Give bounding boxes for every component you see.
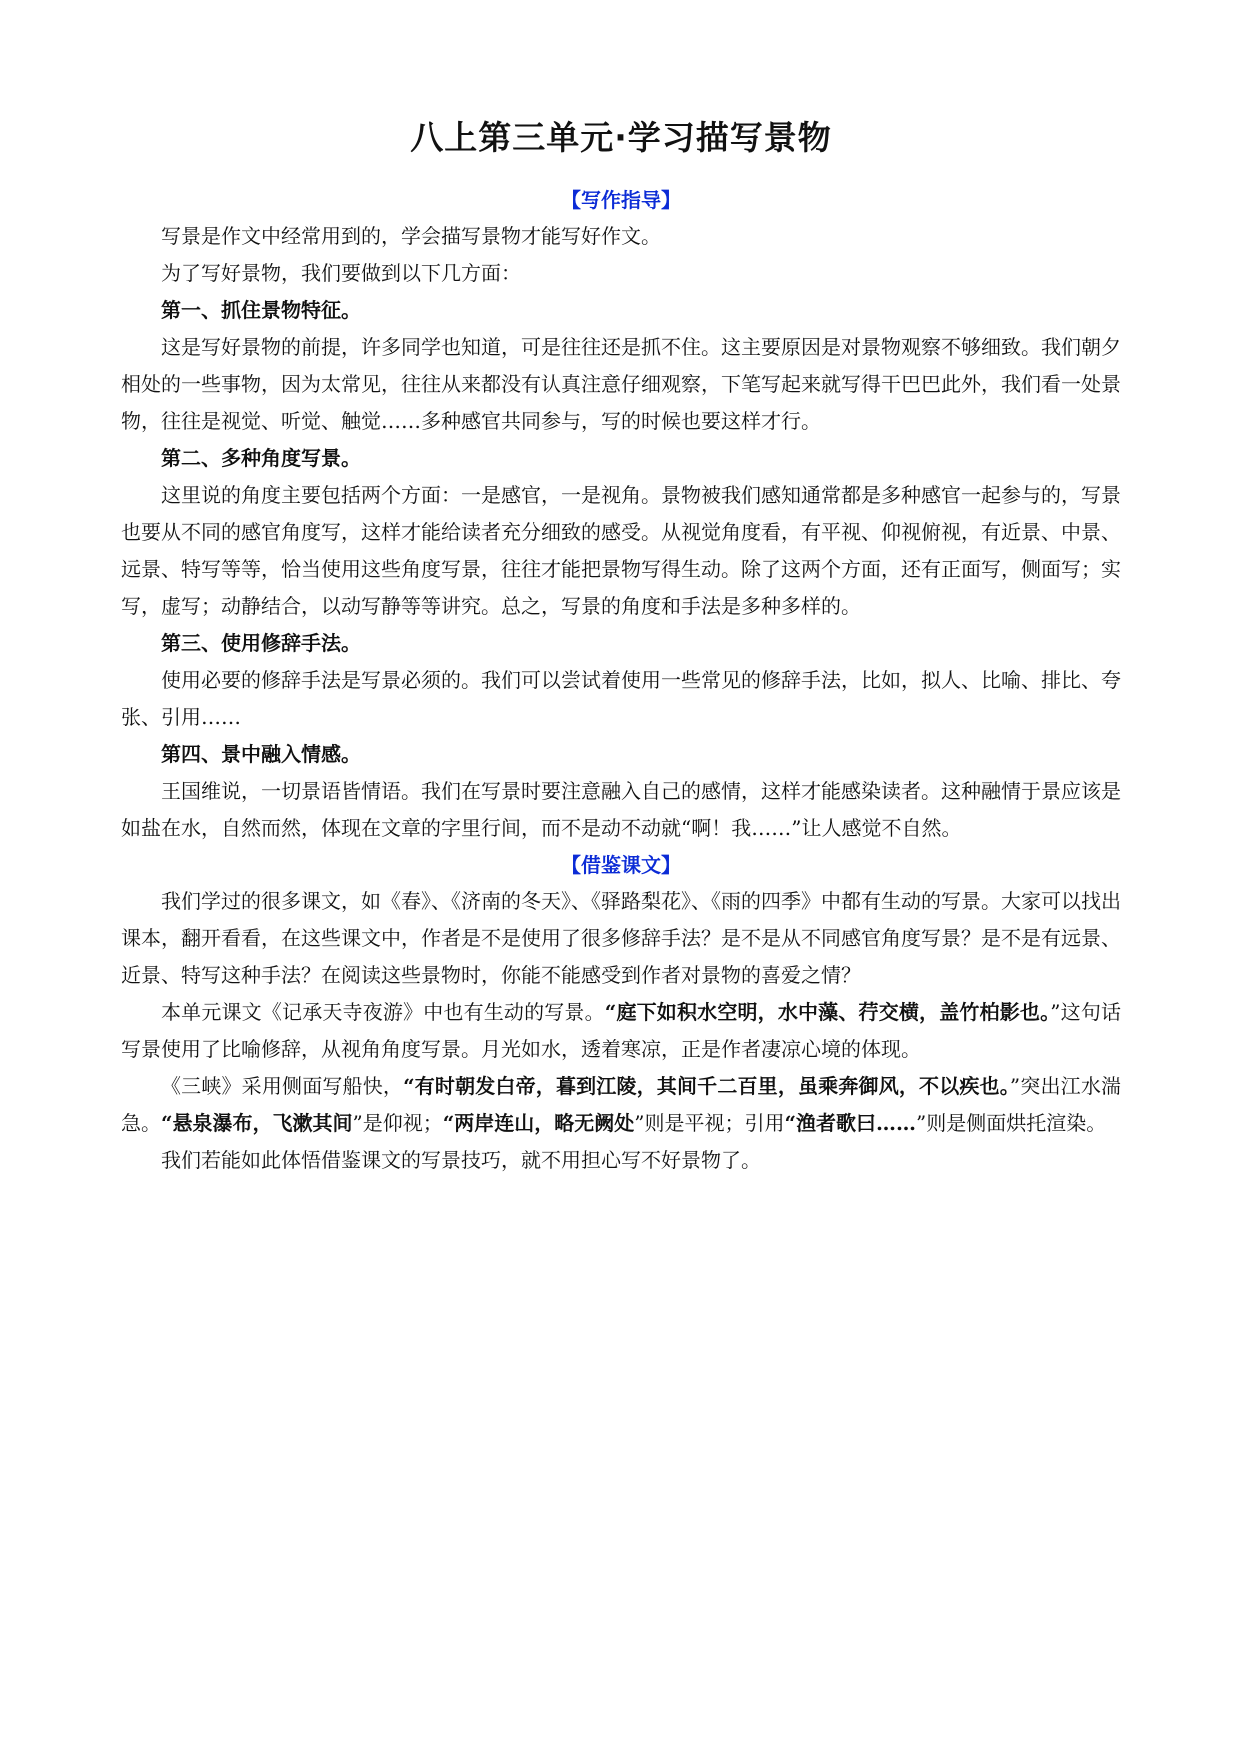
- section-title-writing-guide: 【写作指导】: [561, 188, 681, 212]
- page-title: 八上第三单元·学习描写景物: [410, 118, 832, 157]
- paragraph: 王国维说，一切景语皆情语。我们在写景时要注意融入自己的感情，这样才能感染读者。这种融情于景应该是如盐在水，自然而然，体现在文章的字里行间，而不是动不动就“啊！我……”让人感觉不自然。: [121, 779, 1121, 840]
- text-span: ”是仰视；: [352, 1111, 443, 1135]
- section-title-reference-texts: 【借鉴课文】: [561, 853, 681, 877]
- quote-bold: “两岸连山，略无阙处: [442, 1111, 635, 1135]
- text-span: 本单元课文《记承天寺夜游》中也有生动的写景。: [161, 1000, 605, 1024]
- quote-bold: “有时朝发白帝，暮到江陵，其间千二百里，虽乘奔御风，不以疾也。: [403, 1074, 1010, 1098]
- quote-bold: “悬泉瀑布，飞漱其间: [161, 1111, 353, 1135]
- paragraph-three-gorges: [121, 1068, 1121, 1142]
- text-span: ”则是平视；引用: [634, 1111, 785, 1135]
- quote-bold: “渔者歌曰……: [784, 1111, 917, 1135]
- paragraph: 使用必要的修辞手法是写景必须的。我们可以尝试着使用一些常见的修辞手法，比如，拟人、比喻、排比、夸张、引用……: [121, 668, 1121, 729]
- text-span: 《三峡》采用侧面写船快，: [161, 1074, 404, 1098]
- subheading-angles: 第二、多种角度写景。: [161, 446, 361, 470]
- subheading-feature: 第一、抓住景物特征。: [161, 298, 361, 322]
- subheading-emotion: 第四、景中融入情感。: [161, 742, 361, 766]
- paragraph: 我们学过的很多课文，如《春》、《济南的冬天》、《驿路梨花》、《雨的四季》中都有生动的写景。大家可以找出课本，翻开看看，在这些课文中，作者是不是使用了很多修辞手法？是不是从不同感官角度写景？是不是有远景、近景、特写这种手法？在阅读这些景物时，你能不能感受到作者对景物的喜爱之情？: [121, 889, 1121, 987]
- paragraph: 写景是作文中经常用到的，学会描写景物才能写好作文。: [161, 224, 661, 248]
- text-span: ”突出江水湍急。: [121, 1074, 1121, 1135]
- quote-bold: “庭下如积水空明，水中藻、荇交横，盖竹柏影也。: [604, 1000, 1051, 1024]
- paragraph: 这是写好景物的前提，许多同学也知道，可是往往还是抓不住。这主要原因是对景物观察不够细致。我们朝夕相处的一些事物，因为太常见，往往从来都没有认真注意仔细观察，下笔写起来就写得干巴巴此外，我们看一处景物，往往是视觉、听觉、触觉……多种感官共同参与，写的时候也要这样才行。: [121, 335, 1121, 433]
- paragraph: 我们若能如此体悟借鉴课文的写景技巧，就不用担心写不好景物了。: [161, 1148, 761, 1172]
- paragraph: 为了写好景物，我们要做到以下几方面：: [161, 261, 521, 285]
- text-span: ”这句话写景使用了比喻修辞，从视角角度写景。月光如水，透着寒凉，正是作者凄凉心境的体现。: [121, 1000, 1121, 1061]
- paragraph: 这里说的角度主要包括两个方面：一是感官，一是视角。景物被我们感知通常都是多种感官一起参与的，写景也要从不同的感官角度写，这样才能给读者充分细致的感受。从视觉角度看，有平视、仰视俯视，有近景、中景、远景、特写等等，恰当使用这些角度写景，往往才能把景物写得生动。除了这两个方面，还有正面写，侧面写；实写，虚写；动静结合，以动写静等等讲究。总之，写景的角度和手法是多种多样的。: [121, 483, 1121, 618]
- paragraph-chengtian-temple: [121, 994, 1121, 1068]
- document-body: [121, 108, 1121, 1179]
- text-span: ”则是侧面烘托渲染。: [916, 1111, 1107, 1135]
- subheading-rhetoric: 第三、使用修辞手法。: [161, 631, 361, 655]
